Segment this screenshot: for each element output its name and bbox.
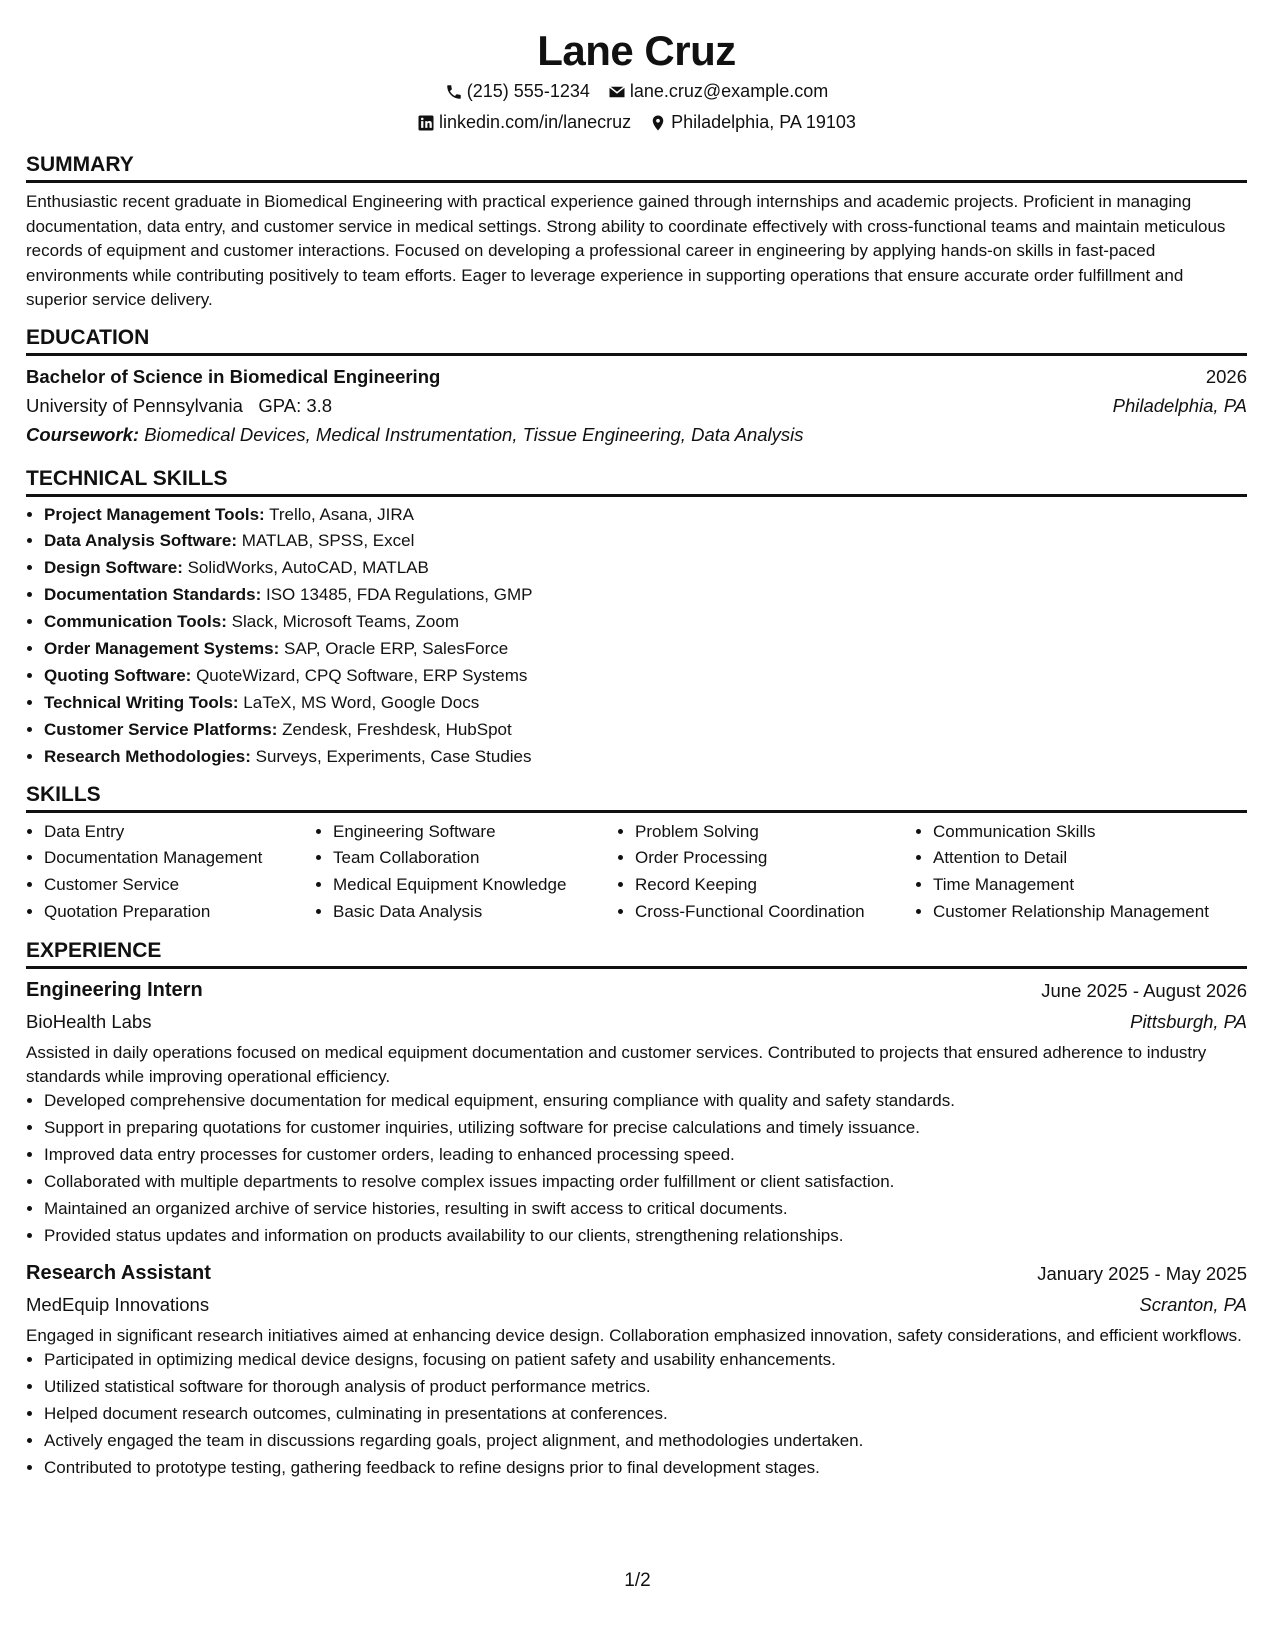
skill-label: Order Management Systems: bbox=[44, 639, 280, 659]
job-entry bbox=[26, 1258, 1247, 1482]
job-dates: January 2025 - May 2025 bbox=[1037, 1262, 1247, 1284]
list-item: • Order Processing bbox=[635, 845, 915, 872]
linkedin-icon bbox=[417, 114, 435, 132]
skill-value: Zendesk, Freshdesk, HubSpot bbox=[282, 719, 512, 739]
list-item bbox=[44, 582, 1247, 609]
phone-text: (215) 555-1234 bbox=[466, 81, 590, 101]
contact-line-1 bbox=[26, 76, 1247, 107]
skill-value: Slack, Microsoft Teams, Zoom bbox=[231, 612, 459, 632]
list-item: • Cross-Functional Coordination bbox=[635, 899, 915, 926]
list-item bbox=[44, 744, 1247, 771]
skills-column-1 bbox=[26, 819, 315, 927]
job-dates: June 2025 - August 2026 bbox=[1041, 980, 1247, 1002]
contact-line-2 bbox=[26, 107, 1247, 138]
skills-column-4 bbox=[915, 819, 1247, 927]
degree-name: Bachelor of Science in Biomedical Engineering bbox=[26, 365, 441, 387]
job-location: Scranton, PA bbox=[1139, 1293, 1247, 1315]
skill-value: SolidWorks, AutoCAD, MATLAB bbox=[187, 558, 429, 578]
list-item: • Record Keeping bbox=[635, 872, 915, 899]
skills-heading: SKILLS bbox=[26, 780, 1247, 813]
gpa: GPA: 3.8 bbox=[258, 394, 333, 416]
skills-column-3 bbox=[617, 819, 915, 927]
skill-label: Communication Tools: bbox=[44, 612, 227, 632]
job-title-row bbox=[26, 1258, 1247, 1289]
map-pin-icon bbox=[649, 114, 667, 132]
list-item: • Customer Relationship Management bbox=[933, 899, 1247, 926]
job-company-row bbox=[26, 1006, 1247, 1037]
phone-contact bbox=[445, 76, 590, 107]
list-item: • Medical Equipment Knowledge bbox=[333, 872, 617, 899]
summary-section bbox=[26, 150, 1247, 313]
linkedin-contact[interactable] bbox=[417, 107, 631, 138]
job-summary: Engaged in significant research initiatives aimed at enhancing device design. Collaboration emphasized innovation, safety considerations, and efficient workflows. bbox=[26, 1325, 1242, 1345]
resume-page bbox=[26, 0, 1247, 1482]
job-bullets bbox=[26, 1347, 1247, 1482]
list-item: • Provided status updates and information on products availability to our clients, strengthening relationships. bbox=[44, 1223, 1247, 1250]
list-item: • Time Management bbox=[933, 872, 1247, 899]
list-item: • Helped document research outcomes, culminating in presentations at conferences. bbox=[44, 1401, 1247, 1428]
job-company: BioHealth Labs bbox=[26, 1011, 152, 1033]
phone-icon bbox=[445, 83, 463, 101]
coursework-row bbox=[26, 420, 1247, 449]
envelope-icon bbox=[608, 83, 626, 101]
graduation-year: 2026 bbox=[1205, 365, 1247, 387]
skill-value: LaTeX, MS Word, Google Docs bbox=[243, 692, 480, 712]
skill-label: Technical Writing Tools: bbox=[44, 692, 239, 712]
skill-label: Customer Service Platforms: bbox=[44, 719, 278, 739]
job-location: Pittsburgh, PA bbox=[1130, 1011, 1247, 1033]
linkedin-text[interactable]: linkedin.com/in/lanecruz bbox=[439, 112, 632, 132]
skill-label: Research Methodologies: bbox=[44, 746, 251, 766]
skill-value: Trello, Asana, JIRA bbox=[269, 504, 415, 524]
list-item bbox=[44, 663, 1247, 690]
list-item: • Basic Data Analysis bbox=[333, 899, 617, 926]
list-item: • Actively engaged the team in discussions regarding goals, project alignment, and methodologies undertaken. bbox=[44, 1428, 1247, 1455]
job-title-row bbox=[26, 975, 1247, 1006]
job-title: Research Assistant bbox=[26, 1261, 211, 1284]
page-number: 1/2 bbox=[624, 1570, 651, 1591]
experience-section bbox=[26, 936, 1247, 1481]
list-item bbox=[44, 609, 1247, 636]
job-company: MedEquip Innovations bbox=[26, 1293, 210, 1315]
list-item: • Support in preparing quotations for customer inquiries, utilizing software for precise calculations and timely issuance. bbox=[44, 1115, 1247, 1142]
education-section bbox=[26, 323, 1247, 449]
list-item: • Quotation Preparation bbox=[44, 899, 315, 926]
list-item bbox=[44, 690, 1247, 717]
list-item: • Engineering Software bbox=[333, 819, 617, 846]
list-item bbox=[44, 528, 1247, 555]
school-location: Philadelphia, PA bbox=[1112, 394, 1247, 416]
list-item: • Collaborated with multiple departments to resolve complex issues impacting order fulfillment or client satisfaction. bbox=[44, 1169, 1247, 1196]
job-title: Engineering Intern bbox=[26, 979, 203, 1002]
list-item bbox=[44, 717, 1247, 744]
list-item: • Problem Solving bbox=[635, 819, 915, 846]
list-item: • Developed comprehensive documentation for medical equipment, ensuring compliance with quality and safety standards. bbox=[44, 1088, 1247, 1115]
skill-label: Documentation Standards: bbox=[44, 585, 262, 605]
skills-grid bbox=[26, 819, 1247, 927]
list-item: • Maintained an organized archive of service histories, resulting in swift access to critical documents. bbox=[44, 1196, 1247, 1223]
list-item: • Team Collaboration bbox=[333, 845, 617, 872]
list-item bbox=[44, 502, 1247, 529]
skills-section bbox=[26, 780, 1247, 927]
list-item: • Participated in optimizing medical device designs, focusing on patient safety and usability enhancements. bbox=[44, 1347, 1247, 1374]
coursework-label: Coursework: bbox=[26, 423, 140, 445]
email-contact[interactable] bbox=[608, 76, 828, 107]
school-info bbox=[26, 391, 332, 420]
list-item: • Contributed to prototype testing, gathering feedback to refine designs prior to final development stages. bbox=[44, 1455, 1247, 1482]
location-text: Philadelphia, PA 19103 bbox=[671, 112, 856, 132]
skills-column-2 bbox=[315, 819, 617, 927]
skill-value: ISO 13485, FDA Regulations, GMP bbox=[265, 585, 533, 605]
list-item bbox=[44, 555, 1247, 582]
school-row bbox=[26, 391, 1247, 420]
email-text[interactable]: lane.cruz@example.com bbox=[629, 81, 829, 101]
candidate-name: Lane Cruz bbox=[537, 27, 736, 74]
list-item: • Communication Skills bbox=[933, 819, 1247, 846]
skill-value: QuoteWizard, CPQ Software, ERP Systems bbox=[196, 665, 528, 685]
list-item: • Documentation Management bbox=[44, 845, 315, 872]
skill-label: Project Management Tools: bbox=[44, 504, 265, 524]
list-item: • Utilized statistical software for thorough analysis of product performance metrics. bbox=[44, 1374, 1247, 1401]
school-name: University of Pennsylvania bbox=[26, 394, 243, 416]
technical-skills-section bbox=[26, 464, 1247, 771]
job-summary: Assisted in daily operations focused on medical equipment documentation and customer services. Contributed to projects that ensured adherence to industry standards while improving operational efficiency. bbox=[26, 1043, 1207, 1086]
experience-heading: EXPERIENCE bbox=[26, 936, 1247, 969]
skill-value: SAP, Oracle ERP, SalesForce bbox=[283, 639, 509, 659]
list-item: • Customer Service bbox=[44, 872, 315, 899]
skill-value: MATLAB, SPSS, Excel bbox=[241, 531, 415, 551]
coursework-list: Biomedical Devices, Medical Instrumentation, Tissue Engineering, Data Analysis bbox=[144, 423, 804, 445]
technical-skills-list bbox=[26, 502, 1247, 771]
job-entry bbox=[26, 975, 1247, 1249]
list-item: • Improved data entry processes for customer orders, leading to enhanced processing speed. bbox=[44, 1142, 1247, 1169]
degree-row bbox=[26, 362, 1247, 391]
skill-label: Design Software: bbox=[44, 558, 183, 578]
summary-heading: SUMMARY bbox=[26, 150, 1247, 183]
technical-skills-heading: TECHNICAL SKILLS bbox=[26, 464, 1247, 497]
list-item: • Attention to Detail bbox=[933, 845, 1247, 872]
skill-value: Surveys, Experiments, Case Studies bbox=[255, 746, 532, 766]
list-item bbox=[44, 636, 1247, 663]
job-bullets bbox=[26, 1088, 1247, 1249]
list-item: • Data Entry bbox=[44, 819, 315, 846]
job-company-row bbox=[26, 1289, 1247, 1320]
summary-text: Enthusiastic recent graduate in Biomedical Engineering with practical experience gained through internships and academic projects. Proficient in managing documentation, data entry, and customer service in medical settings. Strong ability to coordinate effectively with cross-functional teams and maintain meticulous records of equipment and customer interactions. Focused on developing a professional career in engineering by applying hands-on skills in fast-paced environments while contributing positively to team efforts. Eager to leverage experience in supporting operations that ensure accurate order fulfillment and superior service delivery. bbox=[26, 192, 1226, 309]
skill-label: Quoting Software: bbox=[44, 665, 192, 685]
location-contact bbox=[649, 107, 856, 138]
education-heading: EDUCATION bbox=[26, 323, 1247, 356]
skill-label: Data Analysis Software: bbox=[44, 531, 238, 551]
